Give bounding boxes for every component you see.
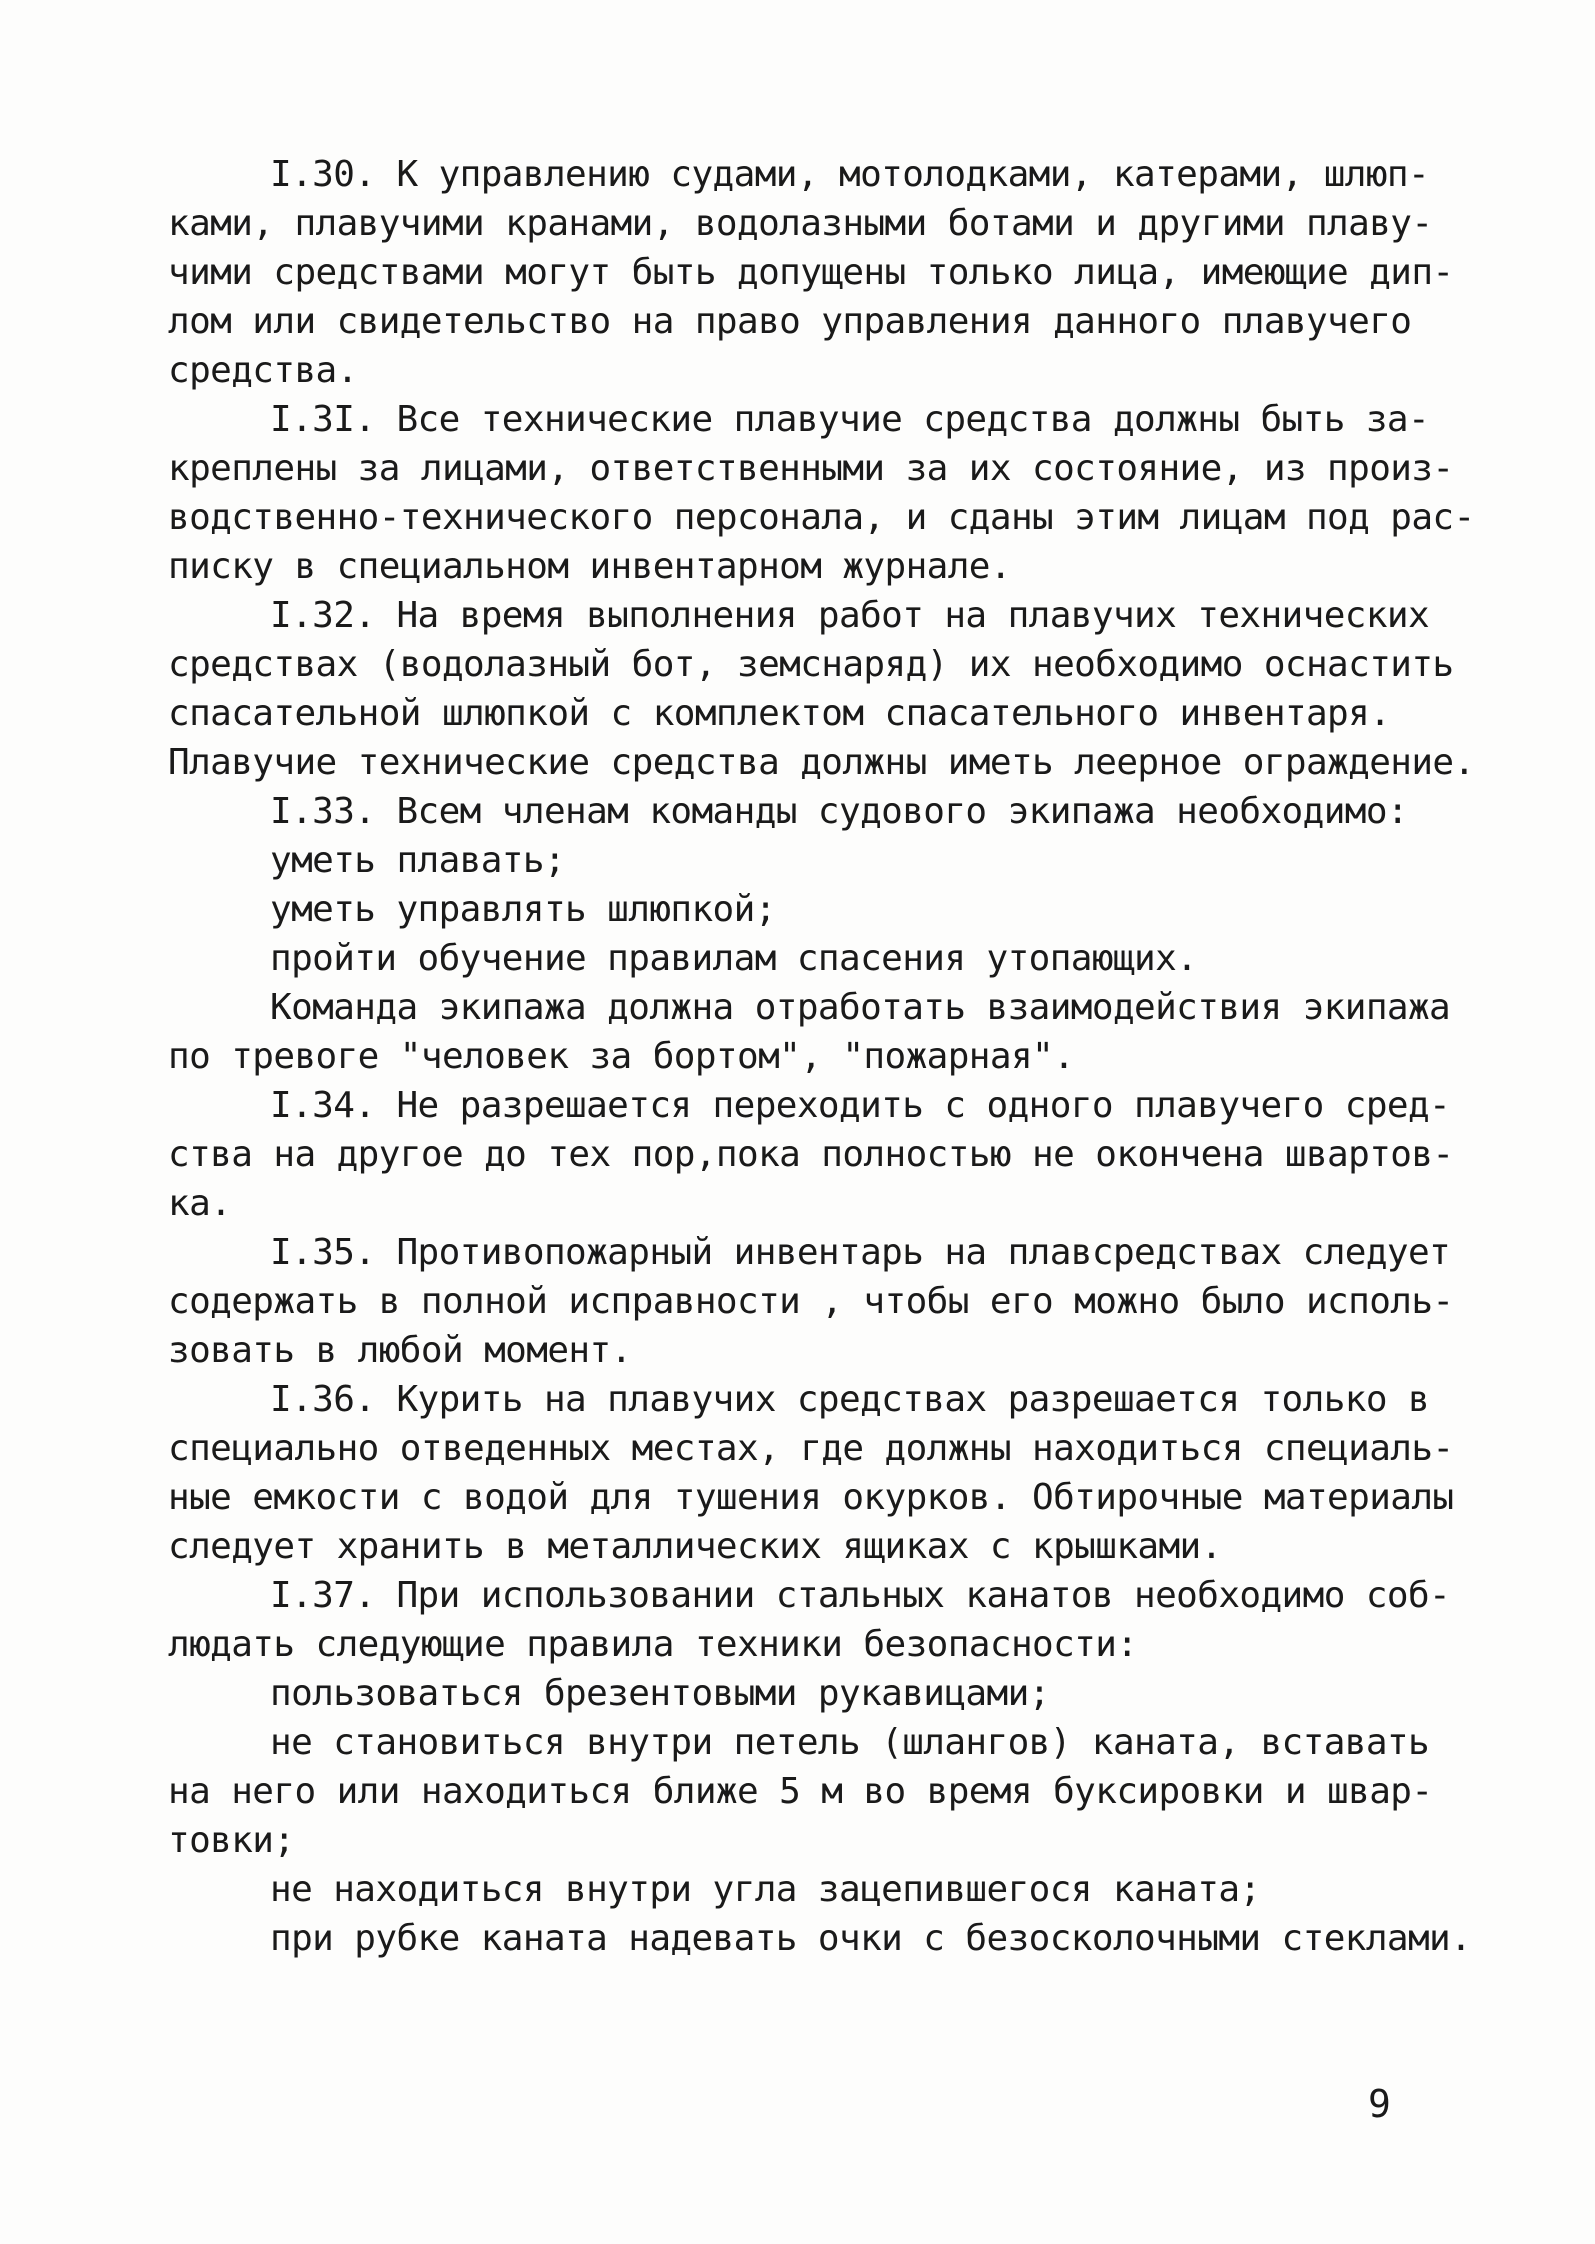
text-line: зовать в любой момент.	[168, 1330, 632, 1371]
text-line: пройти обучение правилам спасения утопающих.	[270, 938, 1198, 979]
text-line: I.33. Всем членам команды судового экипажа необходимо:	[270, 791, 1408, 832]
text-line: уметь управлять шлюпкой;	[270, 889, 776, 930]
text-line: спасательной шлюпкой с комплектом спасательного инвентаря.	[168, 693, 1391, 734]
text-line: по тревоге "человек за бортом", "пожарная".	[168, 1036, 1075, 1077]
text-line: Команда экипажа должна отработать взаимодействия экипажа	[270, 987, 1451, 1028]
text-line: ства на другое до тех пор,пока полностью не окончена швартов-	[168, 1134, 1454, 1175]
text-line: следует хранить в металлических ящиках с крышками.	[168, 1526, 1222, 1567]
text-line: I.30. К управлению судами, мотолодками, катерами, шлюп-	[270, 154, 1430, 195]
text-line: I.32. На время выполнения работ на плавучих технических	[270, 595, 1430, 636]
text-line: креплены за лицами, ответственными за их состояние, из произ-	[168, 448, 1454, 489]
text-line: лом или свидетельство на право управления данного плавучего	[168, 301, 1412, 342]
text-line: средствах (водолазный бот, земснаряд) их необходимо оснастить	[168, 644, 1454, 685]
text-line: I.34. Не разрешается переходить с одного плавучего сред-	[270, 1085, 1451, 1126]
text-line: I.35. Противопожарный инвентарь на плавсредствах следует	[270, 1232, 1451, 1273]
text-line: не становиться внутри петель (шлангов) каната, вставать	[270, 1722, 1430, 1763]
text-line: на него или находиться ближе 5 м во время буксировки и швар-	[168, 1771, 1433, 1812]
text-line: ками, плавучими кранами, водолазными ботами и другими плаву-	[168, 203, 1433, 244]
text-line: Плавучие технические средства должны иметь леерное ограждение.	[168, 742, 1475, 783]
text-line: уметь плавать;	[270, 840, 566, 881]
text-line: товки;	[168, 1820, 295, 1861]
text-line: не находиться внутри угла зацепившегося каната;	[270, 1869, 1261, 1910]
text-line: при рубке каната надевать очки с безосколочными стеклами.	[270, 1918, 1472, 1959]
text-line: ка.	[168, 1183, 232, 1224]
text-line: средства.	[168, 350, 358, 391]
text-line: содержать в полной исправности , чтобы его можно было исполь-	[168, 1281, 1454, 1322]
page-number: 9	[1368, 2082, 1391, 2126]
text-line: I.37. При использовании стальных канатов необходимо соб-	[270, 1575, 1451, 1616]
text-line: чими средствами могут быть допущены только лица, имеющие дип-	[168, 252, 1454, 293]
text-line: ные емкости с водой для тушения окурков. Обтирочные материалы	[168, 1477, 1454, 1518]
text-line: людать следующие правила техники безопасности:	[168, 1624, 1138, 1665]
text-line: I.3I. Все технические плавучие средства должны быть за-	[270, 399, 1430, 440]
text-line: водственно-технического персонала, и сданы этим лицам под рас-	[168, 497, 1475, 538]
text-line: I.36. Курить на плавучих средствах разрешается только в	[270, 1379, 1430, 1420]
text-line: пользоваться брезентовыми рукавицами;	[270, 1673, 1050, 1714]
body-text	[168, 150, 1475, 1963]
text-line: специально отведенных местах, где должны находиться специаль-	[168, 1428, 1454, 1469]
text-line: писку в специальном инвентарном журнале.	[168, 546, 1011, 587]
